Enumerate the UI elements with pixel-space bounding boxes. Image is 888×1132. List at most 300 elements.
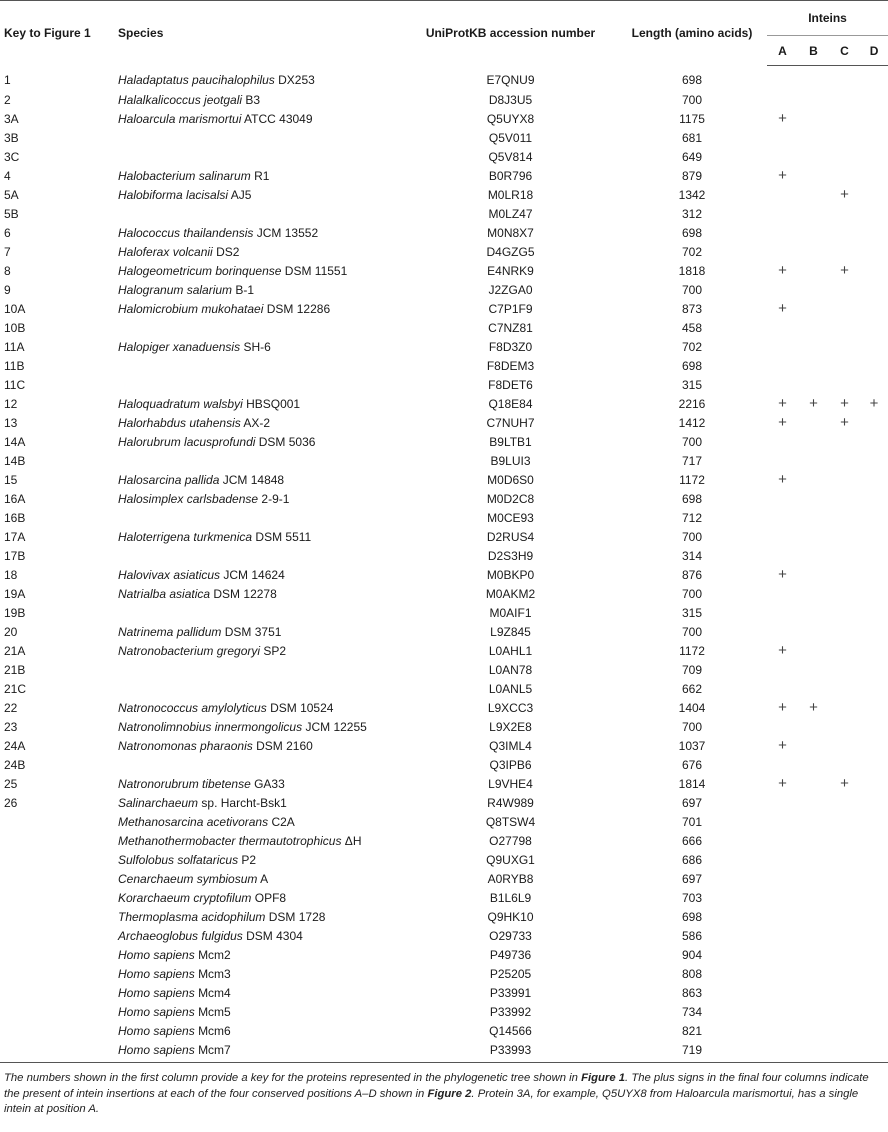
cell-intein-b xyxy=(798,204,829,223)
cell-species xyxy=(113,242,404,261)
cell-accession: F8DET6 xyxy=(488,377,533,392)
cell-intein-a: + xyxy=(778,262,787,279)
cell-intein-a xyxy=(767,508,798,527)
cell-intein-a xyxy=(767,679,798,698)
cell-species xyxy=(113,394,404,413)
species-name: Halogranum salarium xyxy=(118,282,233,297)
species-name: Halomicrobium mukohataei xyxy=(118,301,264,316)
cell-length: 1404 xyxy=(678,700,706,715)
cell-intein-b xyxy=(798,356,829,375)
cell-intein-c xyxy=(829,907,860,926)
cell-intein-a: + xyxy=(778,395,787,412)
cell-species xyxy=(113,470,404,489)
cell-intein-a: + xyxy=(778,110,787,127)
cell-intein-a: + xyxy=(778,414,787,431)
table-row xyxy=(0,622,888,641)
cell-intein-c xyxy=(829,546,860,565)
cell-intein-a xyxy=(767,451,798,470)
cell-intein-b xyxy=(798,774,829,793)
cell-intein-a: + xyxy=(778,300,787,317)
cell-species xyxy=(113,413,404,432)
figure-2-reference: Figure 2 xyxy=(427,1087,472,1100)
cell-key: 11C xyxy=(4,377,26,392)
strain-name: C2A xyxy=(271,814,295,829)
cell-intein-d xyxy=(860,793,888,812)
cell-species xyxy=(113,508,404,527)
table-row xyxy=(0,945,888,964)
cell-intein-b xyxy=(798,812,829,831)
cell-accession: L9VHE4 xyxy=(488,776,533,791)
cell-species xyxy=(113,926,404,945)
cell-key: 5B xyxy=(4,206,19,221)
cell-intein-c xyxy=(829,964,860,983)
cell-intein-c xyxy=(829,755,860,774)
table-row xyxy=(0,565,888,584)
cell-accession: L9XCC3 xyxy=(487,700,534,715)
strain-name: JCM 14624 xyxy=(223,567,285,582)
cell-intein-c xyxy=(829,527,860,546)
cell-length: 1172 xyxy=(679,472,705,487)
strain-name: Mcm5 xyxy=(198,1004,231,1019)
table-row xyxy=(0,375,888,394)
species-name: Methanosarcina acetivorans xyxy=(118,814,269,829)
cell-accession: D8J3U5 xyxy=(488,92,533,107)
header-position-c: C xyxy=(829,36,860,66)
cell-accession: Q9HK10 xyxy=(487,909,534,924)
cell-intein-a xyxy=(767,223,798,242)
cell-species xyxy=(113,432,404,451)
cell-accession: Q3IPB6 xyxy=(489,757,532,772)
table-row xyxy=(0,299,888,318)
cell-accession: L0AHL1 xyxy=(488,643,533,658)
cell-intein-c xyxy=(829,926,860,945)
cell-key: 13 xyxy=(4,415,18,430)
table-row xyxy=(0,869,888,888)
species-name: Korarchaeum cryptofilum xyxy=(118,890,252,905)
cell-intein-d xyxy=(860,299,888,318)
cell-intein-b xyxy=(798,166,829,185)
cell-species xyxy=(113,451,404,470)
cell-intein-c xyxy=(829,831,860,850)
cell-length: 681 xyxy=(681,130,703,145)
cell-length: 719 xyxy=(617,1040,767,1063)
cell-intein-b xyxy=(798,926,829,945)
cell-intein-d xyxy=(860,622,888,641)
cell-key xyxy=(0,907,113,926)
cell-key: 17A xyxy=(4,529,26,544)
species-name: Natrialba asiatica xyxy=(118,586,211,601)
table-row xyxy=(0,470,888,489)
cell-key: 23 xyxy=(4,719,18,734)
cell-intein-b xyxy=(798,109,829,128)
cell-intein-a xyxy=(767,527,798,546)
species-name: Natrinema pallidum xyxy=(118,624,222,639)
cell-length: 734 xyxy=(681,1004,703,1019)
species-name: Halorhabdus utahensis xyxy=(118,415,241,430)
cell-key xyxy=(0,945,113,964)
cell-species xyxy=(113,489,404,508)
table-row xyxy=(0,926,888,945)
cell-intein-c: + xyxy=(840,414,849,431)
cell-intein-b xyxy=(798,622,829,641)
header-species: Species xyxy=(118,26,164,41)
cell-intein-b xyxy=(798,1021,829,1040)
cell-intein-d xyxy=(860,204,888,223)
strain-name: DS2 xyxy=(216,244,240,259)
strain-name: GA33 xyxy=(254,776,285,791)
cell-accession: Q3IML4 xyxy=(489,738,532,753)
cell-accession: R4W989 xyxy=(487,795,534,810)
cell-intein-c xyxy=(829,489,860,508)
cell-intein-c xyxy=(829,850,860,869)
table-row xyxy=(0,90,888,109)
species-name: Halosimplex carlsbadense xyxy=(118,491,259,506)
species-name: Homo sapiens xyxy=(118,1023,195,1038)
cell-intein-a xyxy=(767,66,798,91)
cell-intein-c xyxy=(829,337,860,356)
cell-intein-d xyxy=(860,812,888,831)
cell-species xyxy=(113,793,404,812)
cell-intein-a xyxy=(767,945,798,964)
cell-intein-b xyxy=(798,318,829,337)
cell-intein-b xyxy=(798,508,829,527)
cell-key: 7 xyxy=(4,244,11,259)
table-row xyxy=(0,1002,888,1021)
strain-name: DSM 1728 xyxy=(268,909,326,924)
cell-key: 21B xyxy=(4,662,26,677)
species-name: Homo sapiens xyxy=(118,966,195,981)
cell-intein-c xyxy=(829,109,860,128)
cell-species xyxy=(113,1002,404,1021)
cell-intein-b xyxy=(798,66,829,91)
cell-length: 314 xyxy=(681,548,703,563)
cell-intein-a xyxy=(767,850,798,869)
cell-length: 662 xyxy=(681,681,703,696)
table-row xyxy=(0,546,888,565)
cell-length: 1037 xyxy=(678,738,706,753)
cell-intein-a xyxy=(767,888,798,907)
table-row xyxy=(0,261,888,280)
species-name: Homo sapiens xyxy=(118,1042,195,1057)
cell-intein-c xyxy=(829,204,860,223)
cell-intein-d xyxy=(860,223,888,242)
cell-intein-b xyxy=(798,907,829,926)
cell-intein-b xyxy=(798,223,829,242)
cell-accession: C7NZ81 xyxy=(488,320,533,335)
cell-key: 15 xyxy=(4,472,18,487)
cell-accession: A0RYB8 xyxy=(487,871,534,886)
cell-intein-b xyxy=(798,1002,829,1021)
cell-accession: Q5V011 xyxy=(488,130,533,145)
table-row xyxy=(0,166,888,185)
cell-accession: D2RUS4 xyxy=(486,529,535,544)
table-row xyxy=(0,109,888,128)
cell-accession: P33991 xyxy=(489,985,532,1000)
table-row xyxy=(0,508,888,527)
cell-intein-b: + xyxy=(809,699,818,716)
cell-length: 821 xyxy=(681,1023,703,1038)
header-key: Key to Figure 1 xyxy=(4,26,91,41)
cell-length: 700 xyxy=(681,529,703,544)
cell-intein-d xyxy=(860,717,888,736)
cell-intein-c xyxy=(829,622,860,641)
cell-intein-a xyxy=(767,185,798,204)
cell-accession: P25205 xyxy=(489,966,532,981)
cell-intein-a xyxy=(767,831,798,850)
species-name: Methanothermobacter thermautotrophicus xyxy=(118,833,342,848)
cell-length: 1172 xyxy=(679,643,705,658)
cell-intein-a xyxy=(767,337,798,356)
cell-intein-b xyxy=(798,546,829,565)
cell-intein-c: + xyxy=(840,395,849,412)
cell-intein-d xyxy=(860,584,888,603)
cell-accession: M0N8X7 xyxy=(487,225,534,240)
cell-key: 6 xyxy=(4,225,11,240)
cell-intein-d xyxy=(860,261,888,280)
cell-intein-a xyxy=(767,204,798,223)
cell-species xyxy=(113,888,404,907)
figure-1-reference: Figure 1 xyxy=(581,1072,626,1084)
cell-length: 702 xyxy=(681,339,703,354)
cell-intein-d xyxy=(860,413,888,432)
cell-accession: D2S3H9 xyxy=(487,548,534,563)
footnote-text-1: The numbers shown in the first column provide a key for the proteins represented in the phylogenetic tree shown in xyxy=(4,1072,582,1084)
cell-key xyxy=(0,1040,113,1063)
cell-length: 702 xyxy=(681,244,703,259)
cell-intein-a xyxy=(767,869,798,888)
cell-intein-d xyxy=(860,1040,888,1063)
cell-species xyxy=(113,1021,404,1040)
cell-intein-b: + xyxy=(809,395,818,412)
cell-intein-b xyxy=(798,793,829,812)
cell-intein-a: + xyxy=(778,737,787,754)
cell-length: 686 xyxy=(681,852,703,867)
strain-name: DSM 11551 xyxy=(284,263,348,278)
cell-intein-d xyxy=(860,641,888,660)
species-name: Archaeoglobus fulgidus xyxy=(118,928,243,943)
footnote-text-3: . Protein 3A, for example, Q5UYX8 from Haloarcula marismortui, has a single intein at position A. xyxy=(4,1087,859,1115)
cell-intein-b xyxy=(798,641,829,660)
species-name: Natronorubrum tibetense xyxy=(118,776,251,791)
cell-intein-c xyxy=(829,717,860,736)
species-name: Haloarcula marismortui xyxy=(118,111,242,126)
cell-intein-a xyxy=(767,1040,798,1063)
cell-length: 700 xyxy=(681,586,703,601)
species-name: Homo sapiens xyxy=(118,1004,195,1019)
cell-intein-d xyxy=(860,185,888,204)
table-row xyxy=(0,812,888,831)
cell-intein-d xyxy=(860,470,888,489)
species-name: Natronococcus amylolyticus xyxy=(118,700,267,715)
cell-species xyxy=(113,546,404,565)
cell-intein-b xyxy=(798,869,829,888)
cell-key: 26 xyxy=(4,795,18,810)
cell-intein-a xyxy=(767,660,798,679)
cell-length: 879 xyxy=(681,168,703,183)
cell-length: 698 xyxy=(681,909,703,924)
cell-length: 700 xyxy=(681,282,703,297)
cell-intein-d: + xyxy=(869,395,879,412)
cell-intein-a xyxy=(767,1002,798,1021)
cell-accession: M0AKM2 xyxy=(485,586,536,601)
table-row xyxy=(0,755,888,774)
cell-intein-c xyxy=(829,299,860,318)
cell-intein-b xyxy=(798,945,829,964)
cell-intein-c xyxy=(829,869,860,888)
cell-length: 1412 xyxy=(678,415,706,430)
cell-key: 18 xyxy=(4,567,18,582)
table-row xyxy=(0,356,888,375)
cell-species xyxy=(113,109,404,128)
species-name: Halogeometricum borinquense xyxy=(118,263,282,278)
table-row xyxy=(0,1040,888,1063)
table-row xyxy=(0,736,888,755)
cell-intein-d xyxy=(860,755,888,774)
cell-intein-c xyxy=(829,242,860,261)
species-name: Thermoplasma acidophilum xyxy=(118,909,266,924)
cell-accession: C7P1F9 xyxy=(488,301,533,316)
cell-accession: L0AN78 xyxy=(488,662,533,677)
species-name: Halopiger xanaduensis xyxy=(118,339,241,354)
cell-intein-c xyxy=(829,584,860,603)
cell-key xyxy=(0,1002,113,1021)
footnote-text-2: . The plus signs in the final four columns indicate the present of intein insertions at each of the four conserved positions A–D shown in xyxy=(4,1072,869,1100)
table-row xyxy=(0,147,888,166)
header-accession: UniProtKB accession number xyxy=(425,26,596,41)
table-row xyxy=(0,793,888,812)
species-name: Natronomonas pharaonis xyxy=(118,738,253,753)
cell-intein-d xyxy=(860,869,888,888)
cell-species xyxy=(113,223,404,242)
cell-intein-b xyxy=(798,603,829,622)
cell-intein-d xyxy=(860,888,888,907)
strain-name: SH-6 xyxy=(243,339,271,354)
cell-species xyxy=(113,204,404,223)
cell-length: 666 xyxy=(681,833,703,848)
cell-species xyxy=(113,869,404,888)
strain-name: DSM 2160 xyxy=(256,738,313,753)
cell-length: 315 xyxy=(681,605,703,620)
cell-intein-a xyxy=(767,147,798,166)
cell-length: 698 xyxy=(681,73,703,88)
cell-accession: O29733 xyxy=(489,928,532,943)
cell-length: 698 xyxy=(681,225,703,240)
species-name: Halosarcina pallida xyxy=(118,472,220,487)
cell-accession: Q5UYX8 xyxy=(486,111,535,126)
strain-name: B-1 xyxy=(235,282,255,297)
cell-accession: J2ZGA0 xyxy=(488,282,533,297)
cell-length: 586 xyxy=(681,928,703,943)
cell-intein-b xyxy=(798,470,829,489)
strain-name: Mcm2 xyxy=(198,947,231,962)
cell-accession: Q14566 xyxy=(489,1023,532,1038)
table-row xyxy=(0,907,888,926)
cell-intein-a xyxy=(767,318,798,337)
cell-intein-c xyxy=(829,470,860,489)
cell-species xyxy=(113,736,404,755)
cell-intein-c xyxy=(829,1040,860,1063)
cell-intein-d xyxy=(860,375,888,394)
table-row xyxy=(0,603,888,622)
cell-length: 808 xyxy=(681,966,703,981)
cell-species xyxy=(113,128,404,147)
cell-intein-d xyxy=(860,850,888,869)
cell-key: 14A xyxy=(4,434,26,449)
cell-species xyxy=(113,774,404,793)
cell-intein-b xyxy=(798,831,829,850)
cell-intein-c xyxy=(829,280,860,299)
cell-accession: E7QNU9 xyxy=(486,73,535,88)
cell-intein-c xyxy=(829,793,860,812)
cell-key: 11B xyxy=(4,358,25,373)
cell-intein-b xyxy=(798,888,829,907)
strain-name: AJ5 xyxy=(230,187,252,202)
table-row xyxy=(0,888,888,907)
cell-key xyxy=(0,888,113,907)
species-name: Halococcus thailandensis xyxy=(118,225,254,240)
strain-name: R1 xyxy=(254,168,270,183)
cell-intein-c xyxy=(829,641,860,660)
cell-accession: Q8TSW4 xyxy=(485,814,536,829)
cell-accession: F8DEM3 xyxy=(486,358,535,373)
cell-key: 9 xyxy=(4,282,11,297)
cell-intein-a xyxy=(767,926,798,945)
cell-accession: F8D3Z0 xyxy=(488,339,533,354)
table-row xyxy=(0,318,888,337)
cell-species xyxy=(113,584,404,603)
cell-intein-a xyxy=(767,622,798,641)
cell-intein-c xyxy=(829,1021,860,1040)
cell-intein-c xyxy=(829,147,860,166)
cell-accession: M0BKP0 xyxy=(486,567,535,582)
table-row xyxy=(0,489,888,508)
cell-intein-d xyxy=(860,90,888,109)
cell-accession: P49736 xyxy=(489,947,532,962)
table-row xyxy=(0,527,888,546)
species-name: Halorubrum lacusprofundi xyxy=(118,434,256,449)
cell-species xyxy=(113,755,404,774)
cell-length: 876 xyxy=(681,567,703,582)
species-name: Haloterrigena turkmenica xyxy=(118,529,253,544)
cell-intein-b xyxy=(798,983,829,1002)
cell-species xyxy=(113,622,404,641)
cell-key: 12 xyxy=(4,396,18,411)
cell-length: 703 xyxy=(681,890,703,905)
cell-intein-a: + xyxy=(778,471,787,488)
strain-name: AX-2 xyxy=(243,415,271,430)
cell-key: 24A xyxy=(4,738,26,753)
cell-intein-c xyxy=(829,660,860,679)
cell-key: 10B xyxy=(4,320,26,335)
cell-intein-d xyxy=(860,242,888,261)
cell-key: 20 xyxy=(4,624,18,639)
cell-length: 2216 xyxy=(678,396,706,411)
strain-name: A xyxy=(260,871,269,886)
table-row xyxy=(0,641,888,660)
cell-intein-d xyxy=(860,489,888,508)
cell-key xyxy=(0,1021,113,1040)
cell-key: 19A xyxy=(4,586,26,601)
cell-intein-c xyxy=(829,356,860,375)
cell-intein-a xyxy=(767,432,798,451)
cell-species xyxy=(113,565,404,584)
cell-intein-d xyxy=(860,546,888,565)
strain-name: ATCC 43049 xyxy=(244,111,313,126)
species-name: Natronobacterium gregoryi xyxy=(118,643,261,658)
cell-intein-b xyxy=(798,451,829,470)
cell-intein-d xyxy=(860,508,888,527)
species-name: Cenarchaeum symbiosum xyxy=(118,871,258,886)
